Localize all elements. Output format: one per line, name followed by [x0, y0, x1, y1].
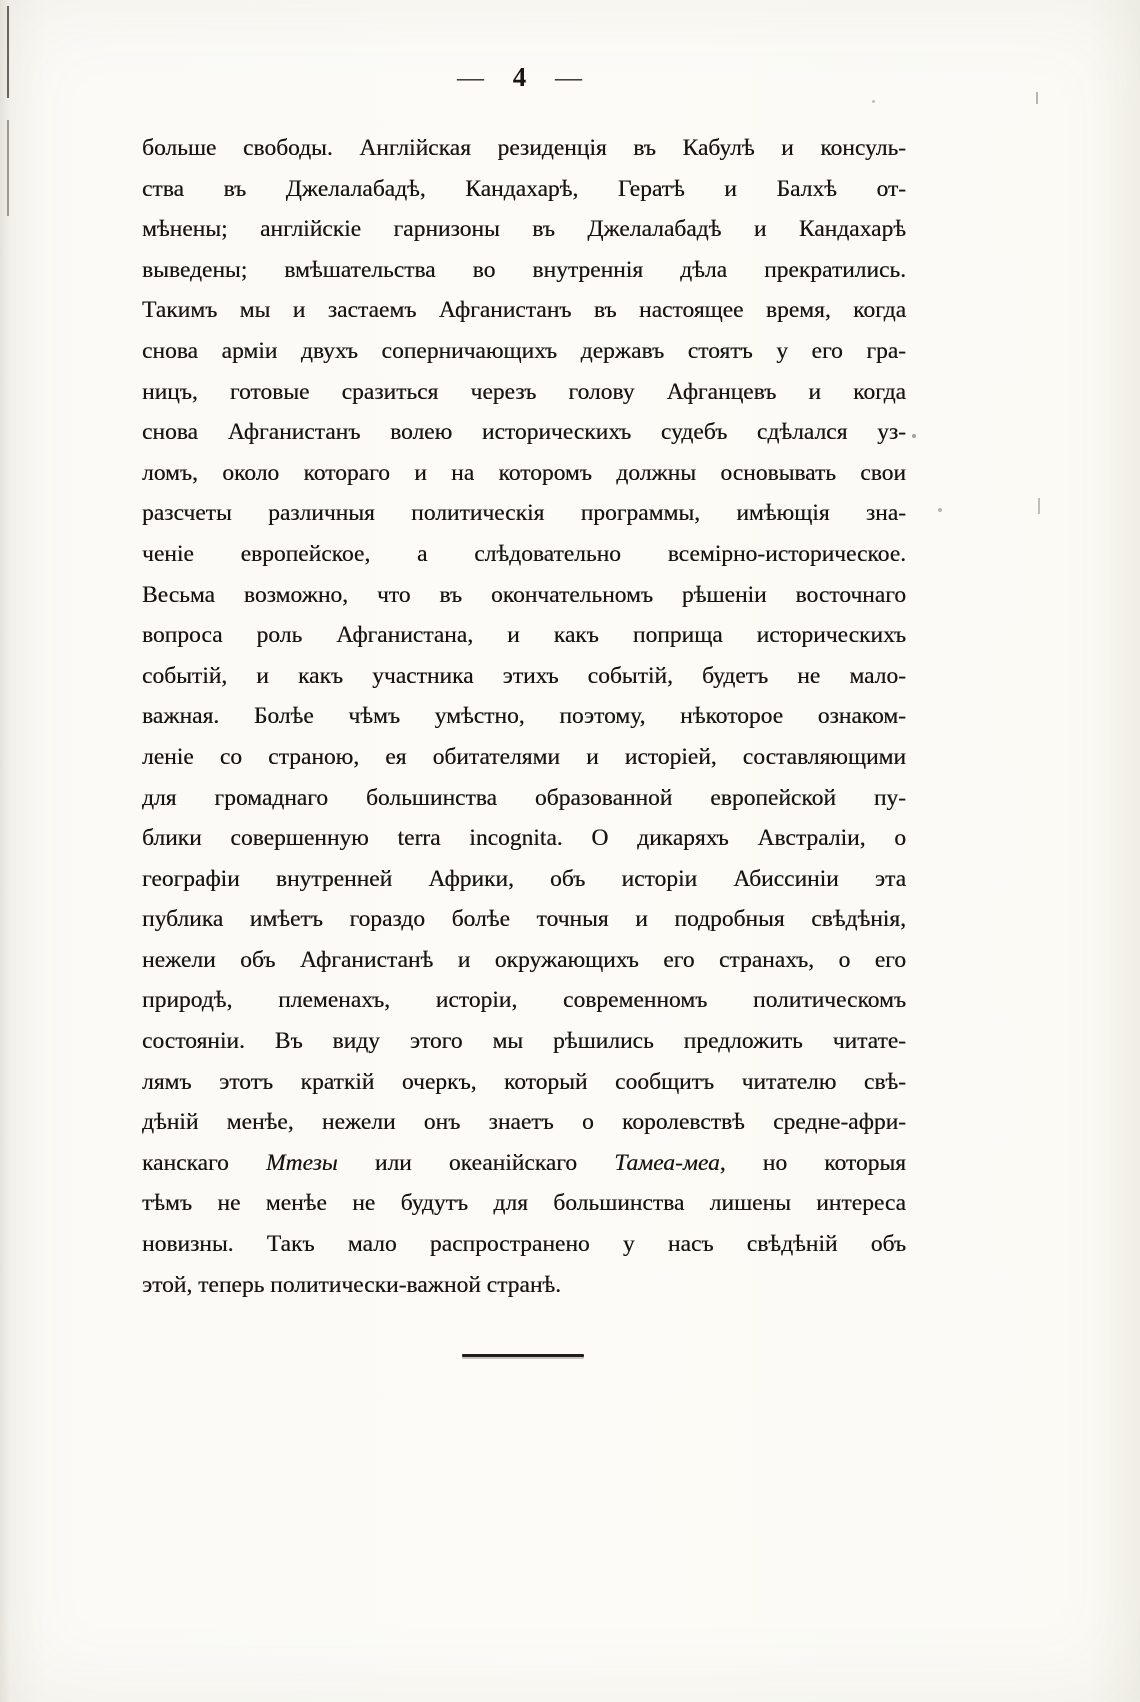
text-segment: тѣмъ не менѣе не будутъ для большинства лишены интереса [142, 1190, 906, 1217]
section-separator-rule [462, 1354, 584, 1357]
scan-speck [938, 508, 942, 512]
text-segment: нежели объ Афганистанѣ и окружающихъ его странахъ, о его [142, 946, 906, 973]
text-segment: лямъ этотъ краткій очеркъ, который сообщитъ читателю свѣ- [142, 1068, 906, 1095]
text-line [142, 169, 906, 210]
paragraph [142, 128, 906, 290]
text-line [142, 1265, 906, 1306]
header-right-dash: — [555, 62, 583, 92]
text-segment: выведены; вмѣшательства во внутреннія дѣла прекратились. [142, 256, 906, 283]
text-line [142, 331, 906, 372]
text-line [142, 778, 906, 819]
page-number: 4 [512, 62, 528, 92]
italic-text-segment: Тамеа-меа [614, 1149, 720, 1176]
text-segment: ченіе европейское, а слѣдовательно всемірно-историческое. [142, 540, 906, 567]
header-left-dash: — [457, 62, 485, 92]
text-line [142, 1143, 906, 1184]
text-segment: мѣнены; англійскіе гарнизоны въ Джелалабадѣ и Кандахарѣ [142, 216, 906, 243]
text-line [142, 696, 906, 737]
text-line [142, 656, 906, 697]
scan-artifact-left-line [7, 120, 9, 216]
text-segment: или океанійскаго [337, 1149, 615, 1176]
text-line [142, 575, 906, 616]
text-segment: больше свободы. Англійская резиденція въ Кабулѣ и консуль- [142, 135, 906, 161]
text-segment: природѣ, племенахъ, исторіи, современномъ политическомъ [142, 987, 906, 1014]
text-line [142, 128, 906, 169]
text-segment: леніе со страною, ея обитателями и исторіей, составляющими [142, 743, 906, 770]
text-line [142, 1183, 906, 1224]
text-segment: новизны. Такъ мало распространено у насъ свѣдѣній объ [142, 1231, 906, 1258]
text-line [142, 818, 906, 859]
text-line [142, 859, 906, 900]
text-line [142, 1224, 906, 1265]
text-segment: снова Афганистанъ волею историческихъ судебъ сдѣлался уз- [142, 419, 906, 446]
text-line [142, 615, 906, 656]
text-segment: Такимъ мы и застаемъ Афганистанъ въ настоящее время, когда [142, 297, 906, 324]
paragraph [142, 575, 906, 1306]
text-segment: ства въ Джелалабадѣ, Кандахарѣ, Гератѣ и Балхѣ от- [142, 175, 906, 202]
text-line [142, 1021, 906, 1062]
scan-artifact-right-mark [1036, 92, 1038, 104]
italic-text-segment: Мтезы [265, 1149, 338, 1176]
text-line [142, 412, 906, 453]
text-segment: публика имѣетъ гораздо болѣе точныя и подробныя свѣдѣнія, [142, 906, 906, 933]
text-block [142, 128, 906, 1305]
text-line [142, 493, 906, 534]
text-segment: снова арміи двухъ соперничающихъ державъ стоятъ у его гра- [142, 337, 906, 364]
text-segment: разсчеты различныя политическія программы, имѣющія зна- [142, 500, 906, 527]
scan-speck [912, 434, 916, 438]
text-segment: , но которыя [719, 1149, 906, 1176]
text-line [142, 980, 906, 1021]
text-line [142, 250, 906, 291]
paragraph [142, 290, 906, 574]
text-segment: ломъ, около котораго и на которомъ должны основывать свои [142, 459, 906, 486]
text-segment: канскаго [142, 1149, 266, 1176]
text-line [142, 737, 906, 778]
text-segment: событій, и какъ участника этихъ событій, будетъ не мало- [142, 662, 906, 689]
text-segment: состояніи. Въ виду этого мы рѣшились предложить читате- [142, 1028, 906, 1055]
text-segment: Весьма возможно, что въ окончательномъ рѣшеніи восточнаго [142, 581, 906, 608]
text-segment: блики совершенную terra incognita. О дикаряхъ Австраліи, о [142, 825, 906, 852]
scan-speck [872, 100, 875, 103]
text-segment: важная. Болѣе чѣмъ умѣстно, поэтому, нѣкоторое ознаком- [142, 703, 906, 730]
text-segment: ницъ, готовые сразиться черезъ голову Афганцевъ и когда [142, 378, 906, 405]
text-line [142, 1102, 906, 1143]
text-line [142, 209, 906, 250]
scan-artifact-right-mark [1038, 498, 1040, 514]
text-line [142, 290, 906, 331]
text-segment: для громаднаго большинства образованной европейской пу- [142, 784, 906, 811]
text-segment: географіи внутренней Африки, объ исторіи Абиссиніи эта [142, 865, 906, 892]
text-line [142, 453, 906, 494]
text-segment: этой, теперь политически-важной странѣ. [142, 1271, 562, 1298]
text-line [142, 899, 906, 940]
text-segment: вопроса роль Афганистана, и какъ поприща историческихъ [142, 622, 906, 649]
text-line [142, 1062, 906, 1103]
text-segment: дѣній менѣе, нежели онъ знаетъ о королевствѣ средне-афри- [142, 1109, 906, 1136]
page-header [0, 62, 1040, 93]
text-line [142, 940, 906, 981]
text-line [142, 372, 906, 413]
text-line [142, 534, 906, 575]
